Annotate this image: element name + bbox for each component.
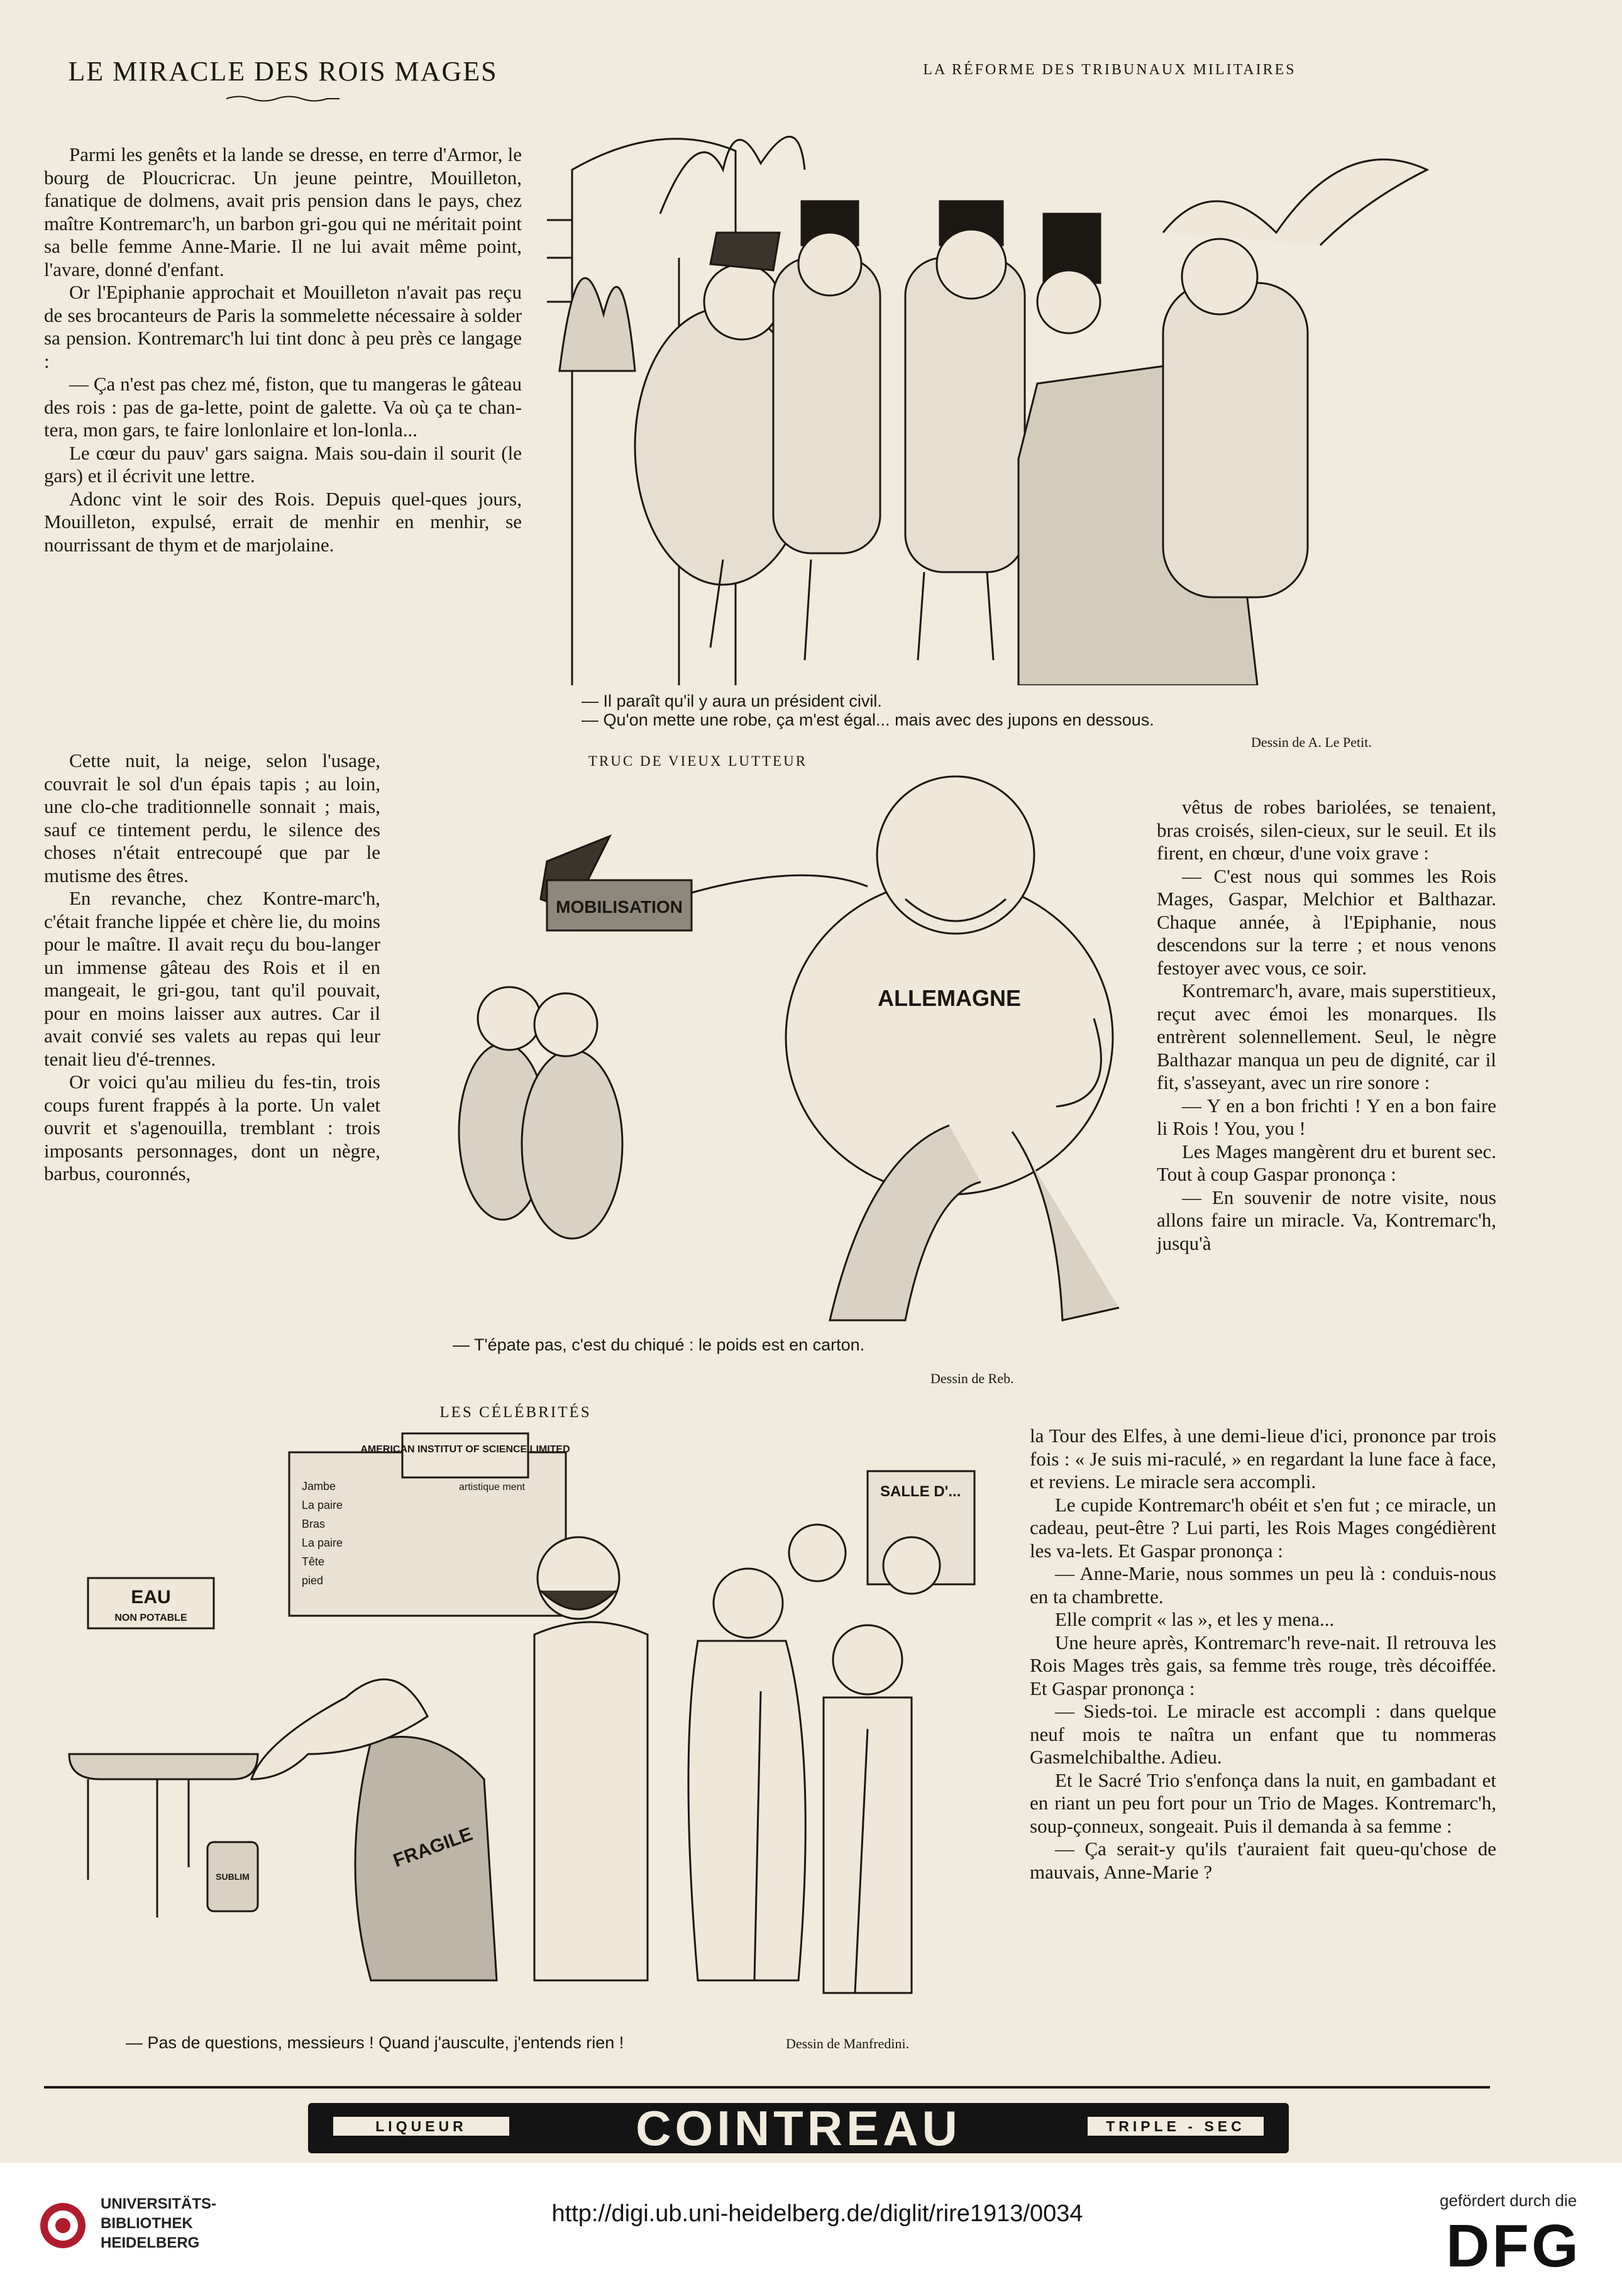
title-ornament bbox=[226, 94, 339, 103]
story-column-1-narrow bbox=[44, 749, 380, 1186]
eau-sign-line-1: EAU bbox=[131, 1587, 171, 1608]
cartoon-1-heading: LA RÉFORME DES TRIBUNAUX MILITAIRES bbox=[923, 62, 1296, 78]
cartoon-2-heading: TRUC DE VIEUX LUTTEUR bbox=[588, 753, 808, 769]
fragile-label: FRAGILE bbox=[390, 1823, 476, 1872]
cartoon-3-illustration bbox=[44, 1427, 1025, 2018]
sign-row: pied bbox=[302, 1574, 324, 1587]
salle-sign: SALLE D'... bbox=[880, 1483, 961, 1500]
story-paragraph: Parmi les genêts et la lande se dresse, en terre d'Armor, le bourg de Ploucricrac. Un jeune peintre, Mouilleton, fanatique de dolmens, avait pris pension dans le pays, chez maître Kontremarc'h, un barbon gri-gou qui ne méritait point sa belle femme Anne-Marie. Il ne lui avait même point, l'avare, donné d'enfant. bbox=[44, 143, 522, 280]
story-paragraph: Or voici qu'au milieu du fes-tin, trois coups furent frappés à la porte. Un valet ouvrit et s'agenouilla, tremblant : trois imposants personnages, dont un nègre, barbus, couronnés, bbox=[44, 1071, 380, 1184]
sign-title: AMERICAN INSTITUT OF SCIENCE LIMITED bbox=[360, 1444, 570, 1455]
advert-right-label: TRIPLE - SEC bbox=[1088, 2117, 1264, 2136]
library-name-line-1: UNIVERSITÄTS- bbox=[101, 2195, 217, 2212]
story-paragraph: Le cupide Kontremarc'h obéit et s'en fut ; ce miracle, un cadeau, peut-être ? Lui parti, les Rois Mages congédièrent les va-lets. Et Gaspar prononça : bbox=[1030, 1493, 1496, 1562]
cartoon-3-credit: Dessin de Manfredini. bbox=[786, 2036, 910, 2051]
doctor-auscultation-drawing bbox=[44, 1427, 1025, 2018]
cartoon-1-credit: Dessin de A. Le Petit. bbox=[1251, 734, 1372, 750]
library-name-line-2: BIBLIOTHEK bbox=[101, 2215, 193, 2232]
sign-row: Bras bbox=[302, 1518, 326, 1530]
cartoon-1-caption-line-2: — Qu'on mette une robe, ça m'est égal... mais avec des jupons en dessous. bbox=[582, 710, 1154, 729]
page-rule bbox=[44, 2086, 1490, 2089]
story-column-1 bbox=[44, 143, 522, 556]
library-name bbox=[101, 2194, 216, 2253]
story-paragraph: — Y en a bon frichti ! Y en a bon faire li Rois ! You, you ! bbox=[1157, 1094, 1496, 1139]
sign-row: Jambe bbox=[302, 1480, 336, 1493]
story-paragraph: Le cœur du pauv' gars saigna. Mais sou-dain il sourit (le gars) et il écrivit une lettre. bbox=[44, 441, 522, 487]
sign-row: Tête bbox=[302, 1555, 325, 1568]
story-paragraph: Une heure après, Kontremarc'h reve-nait. Il retrouva les Rois Mages très gais, sa femme très rouge, très décoiffée. Et Gaspar prononça : bbox=[1030, 1631, 1496, 1699]
sponsor-label: gefördert durch die bbox=[1440, 2191, 1577, 2210]
cartoon-3-heading: LES CÉLÉBRITÉS bbox=[439, 1404, 592, 1421]
wrestler-chest-label: ALLEMAGNE bbox=[878, 985, 1021, 1011]
story-paragraph: Or l'Epiphanie approchait et Mouilleton n'avait pas reçu de ses brocanteurs de Paris la sommelette nécessaire à solder sa pension. Kontremarc'h lui tint donc à peu près ce langage : bbox=[44, 281, 522, 372]
dfg-logo: DFG bbox=[1446, 2212, 1581, 2280]
sign-row: La paire bbox=[302, 1537, 343, 1549]
advert-brand: COINTREAU bbox=[636, 2100, 961, 2156]
university-seal-icon bbox=[38, 2200, 88, 2251]
cartoon-2-caption: — T'épate pas, c'est du chiqué : le poids est en carton. bbox=[453, 1335, 865, 1354]
sign-right-label: artistique ment bbox=[459, 1482, 525, 1493]
story-paragraph: Kontremarc'h, avare, mais superstitieux, reçut avec émoi les monarques. Ils entrèrent solennellement. Seul, le nègre Balthazar manqua un peu de dignité, car il fit, s'asseyant, avec un rire sonore : bbox=[1157, 980, 1496, 1093]
story-paragraph: — Ça n'est pas chez mé, fiston, que tu mangeras le gâteau des rois : pas de ga-lette, point de galette. Va où ça te chan-tera, mon gars, te faire lonlonlaire et lon-lonla... bbox=[44, 373, 522, 441]
digitization-footer bbox=[0, 2163, 1622, 2296]
story-title: LE MIRACLE DES ROIS MAGES bbox=[68, 56, 498, 87]
sublim-label: SUBLIM bbox=[216, 1872, 250, 1882]
story-paragraph: — En souvenir de notre visite, nous allons faire un miracle. Va, Kontremarc'h, jusqu'à bbox=[1157, 1186, 1496, 1254]
military-tribunal-drawing bbox=[534, 94, 1477, 685]
permalink-url[interactable]: http://digi.ub.uni-heidelberg.de/diglit/rire1913/0034 bbox=[551, 2200, 1083, 2227]
weight-label: MOBILISATION bbox=[556, 897, 683, 917]
story-paragraph: — Ça serait-y qu'ils t'auraient fait queu-qu'chose de mauvais, Anne-Marie ? bbox=[1030, 1838, 1496, 1883]
cartoon-2-credit: Dessin de Reb. bbox=[930, 1371, 1014, 1386]
eau-sign-line-2: NON POTABLE bbox=[114, 1613, 187, 1623]
sign-row: La paire bbox=[302, 1499, 343, 1511]
story-paragraph: — C'est nous qui sommes les Rois Mages, Gaspar, Melchior et Balthazar. Chaque année, à l'Epiphanie, nous descendons sur la terre ; et nous venons festoyer avec vous, ce soir. bbox=[1157, 864, 1496, 979]
story-paragraph: Les Mages mangèrent dru et burent sec. Tout à coup Gaspar prononça : bbox=[1157, 1140, 1496, 1185]
cointreau-advert bbox=[308, 2100, 1289, 2156]
cartoon-2-illustration bbox=[428, 754, 1157, 1333]
story-paragraph: Cette nuit, la neige, selon l'usage, couvrait le sol d'un épais tapis ; au loin, une clo-che traditionnelle sonnait ; mais, sauf ce tintement perdu, le silence des choses n'était entrecoupé que par le mutisme des êtres. bbox=[44, 749, 380, 886]
story-paragraph: Adonc vint le soir des Rois. Depuis quel-ques jours, Mouilleton, expulsé, errait de menhir en menhir, se nourrissant de thym et de marjolaine. bbox=[44, 487, 522, 556]
wrestler-drawing bbox=[428, 754, 1157, 1333]
story-paragraph: la Tour des Elfes, à une demi-lieue d'ici, prononce par trois fois : « Je suis mi-raculé, » en regardant la lune face à face, et reviens. Le miracle sera accompli. bbox=[1030, 1425, 1496, 1493]
cartoon-3-caption: — Pas de questions, messieurs ! Quand j'ausculte, j'entends rien ! bbox=[126, 2033, 624, 2052]
cartoon-1-caption-line-1: — Il paraît qu'il y aura un président civil. bbox=[582, 692, 882, 710]
story-paragraph: — Anne-Marie, nous sommes un peu là : conduis-nous en ta chambrette. bbox=[1030, 1562, 1496, 1608]
story-column-2-wide bbox=[1030, 1425, 1496, 1884]
story-column-2 bbox=[1157, 796, 1496, 1255]
story-paragraph: vêtus de robes bariolées, se tenaient, bras croisés, silen-cieux, sur le seuil. Et ils firent, en chœur, d'une voix grave : bbox=[1157, 796, 1496, 864]
cartoon-1-illustration bbox=[534, 94, 1477, 685]
story-paragraph: Elle comprit « las », et les y mena... bbox=[1055, 1608, 1335, 1630]
story-paragraph: — Sieds-toi. Le miracle est accompli : dans quelque neuf mois te naîtra un enfant que tu nommeras Gasmelchibalthe. Adieu. bbox=[1030, 1700, 1496, 1768]
advert-left-label: LIQUEUR bbox=[333, 2117, 509, 2136]
story-paragraph: Et le Sacré Trio s'enfonça dans la nuit, en gambadant et en riant un peu fort pour un Trio de Mages. Kontremarc'h, soup-çonneux, songeait. Puis il demanda à sa femme : bbox=[1030, 1769, 1496, 1837]
library-name-line-3: HEIDELBERG bbox=[101, 2234, 200, 2251]
story-paragraph: En revanche, chez Kontre-marc'h, c'était franche lippée et chère lie, du moins pour le maître. Il avait reçu du bou-langer un immense gâteau des Rois et il en mangeait, le gri-gou, tant qu'il pouvait, pour en moins laisser aux autres. Car il avait convié ses valets au repas qui leur tenait lieu d'é-trennes. bbox=[44, 887, 380, 1070]
